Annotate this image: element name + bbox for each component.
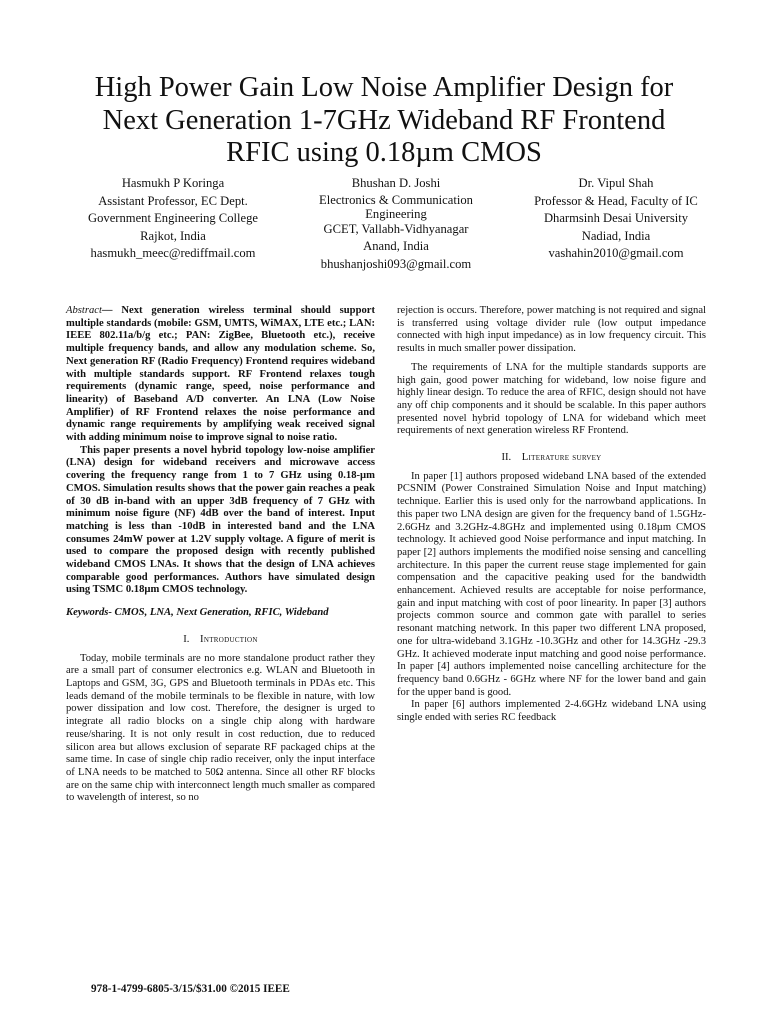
title-line-1: High Power Gain Low Noise Amplifier Design for: [94, 72, 674, 103]
copyright-footer: 978-1-4799-6805-3/15/$31.00 ©2015 IEEE: [91, 983, 290, 995]
body-paragraph: The requirements of LNA for the multiple standards supports are high gain, good power matching for wideband, low noise figure and highly linear design. To reduce the area of RFIC, design should not have any off chip components and it should be scalable. In this paper authors presented novel hybrid topology of LNA for wideband which meet requirements of next generation wireless RF Frontend.: [397, 361, 706, 437]
intro-paragraph: Today, mobile terminals are no more standalone product rather they are a small part of consumer electronics e.g. WLAN and Bluetooth in Laptops and GSM, 3G, GPS and Bluetooth terminals in PDAs etc. This leads demand of the mobile terminals to be flexible in nature, with low power dissipation and low cost. Therefore, the designer is urged to integrate all radio blocks on a single chip along with hardware reuse/sharing. It is not only result in cost reduction, due to reduced silicon area but allows exclusion of separate RF packaged chips at the same time. In case of single chip radio receiver, only the input interface of LNA needs to be matched to 50Ω antenna. Since all other RF blocks are on the same chip with interconnect length much smaller as compared to wavelength of interest, so no: [66, 652, 375, 804]
body-paragraph: rejection is occurs. Therefore, power matching is not required and signal is transferred using voltage divider rule (low output impedance connected with high input impedance) as in low frequency circuit. This results in much smaller power dissipation.: [397, 305, 706, 355]
author-affiliation: Government Engineering College: [88, 211, 258, 226]
title-line-3: RFIC using 0.18µm CMOS: [226, 137, 542, 168]
author-affiliation: Assistant Professor, EC Dept.: [98, 193, 248, 208]
author-location: Nadiad, India: [581, 228, 651, 243]
abstract-paragraph-2: This paper presents a novel hybrid topology low-noise amplifier (LNA) design for wideband receivers and microwave access covering the frequency range from 1 to 7 GHz using 0.18-µm CMOS. Simulation results shows that the power gain reaches a peak of 30 dB in-band with an upper 3dB frequency of 7 GHz with minimum noise figure (NF) 4dB over the band of interest. Input matching is less than -10dB in interested band and the LNA consumes 24mW power at 1.2V supply voltage. A figure of merit is used to compare the proposed design with recently published wideband CMOS LNAs. It shows that the design of LNA achieves comparable good performances. Authors have simulated design using TSMC 0.18µm CMOS technology.: [66, 444, 375, 596]
section-number: I.: [183, 633, 190, 645]
author-name: Dr. Vipul Shah: [578, 176, 654, 190]
author-location: Rajkot, India: [140, 228, 206, 243]
author-block-3: [518, 175, 714, 263]
body-paragraph: In paper [1] authors proposed wideband LNA based of the extended PCSNIM (Power Constrained Simulation Noise and Input matching) technique. Earlier this is used only for the narrowband applications. In this paper two LNA design are given for the frequency band of 1.5GHz-2.6GHz and 3.2GHz-4.8GHz and implemented using 0.18µm CMOS technology. It achieved good Noise performance and input matching. In paper [2] authors implements the modified noise sensing and cancelling architecture. In this paper the current reuse stage implemented for gain compensation and the capacitive peaking used for the bandwidth enhancement. Achieved results are acceptable for noise performance, gain and input matching with cost of poor linearity. In paper [3] authors projects common source and common gate with parallel to series resonant matching network. In this paper two different LNA proposed, one for ultra-wideband 3.1GHz -10.3GHz and other for 14.3GHz -29.3 GHz. It achieved moderate input matching and good noise performance. In paper [4] authors implemented noise cancelling architecture for the frequency band 0.6GHz - 6GHz where NF for the lower band and gain for the upper band is good.: [397, 470, 706, 698]
author-affiliation: GCET, Vallabh-Vidhyanagar: [323, 221, 469, 236]
author-block-2: [300, 175, 492, 273]
author-email: hasmukh_meec@rediffmail.com: [90, 246, 256, 261]
author-email: vashahin2010@gmail.com: [548, 246, 684, 261]
author-affiliation: Electronics & Communication: [319, 192, 473, 207]
section-title: Introduction: [200, 633, 258, 645]
section-number: II.: [501, 452, 512, 464]
author-affiliation: Engineering: [365, 206, 427, 221]
author-location: Anand, India: [363, 239, 429, 254]
author-email: bhushanjoshi093@gmail.com: [320, 256, 472, 271]
right-column: [397, 305, 706, 725]
section-heading-literature: [397, 452, 706, 465]
author-affiliation: Dharmsinh Desai University: [543, 211, 689, 226]
section-heading-introduction: [66, 634, 375, 647]
abstract-label: Abstract: [66, 305, 102, 316]
abstract-paragraph: [66, 305, 375, 445]
paper-title: [40, 72, 728, 170]
title-line-2: Next Generation 1-7GHz Wideband RF Frontend: [102, 104, 666, 136]
author-affiliation: Professor & Head, Faculty of IC: [534, 193, 698, 208]
section-title: Literature survey: [521, 452, 602, 464]
keywords: Keywords- CMOS, LNA, Next Generation, RFIC, Wideband: [66, 607, 329, 619]
left-column: [66, 305, 375, 805]
author-block-1: [78, 175, 268, 263]
author-name: Bhushan D. Joshi: [351, 176, 441, 190]
abstract-text: — Next generation wireless terminal should support multiple standards (mobile: GSM, UMTS, WiMAX, LTE etc.; LAN: IEEE 802.11a/b/g etc.; PAN: ZigBee, Bluetooth etc.), receive multiple frequency bands, and allow any modulation scheme. So, Next generation RF (Radio Frequency) Frontend requires wideband with multiple standards support. RF Frontend relaxes tough requirements (dynamic range, speed, noise performance and linearity) of Baseband A/D converter. An LNA (Low Noise Amplifier) of RF Frontend relaxes the noise performance and dynamic range requirements by amplifying weak received signal with adding minimum noise to improve signal to noise ratio.: [66, 305, 375, 444]
body-paragraph: In paper [6] authors implemented 2-4.6GHz wideband LNA using single ended with series RC feedback: [397, 699, 706, 724]
author-name: Hasmukh P Koringa: [121, 176, 225, 190]
